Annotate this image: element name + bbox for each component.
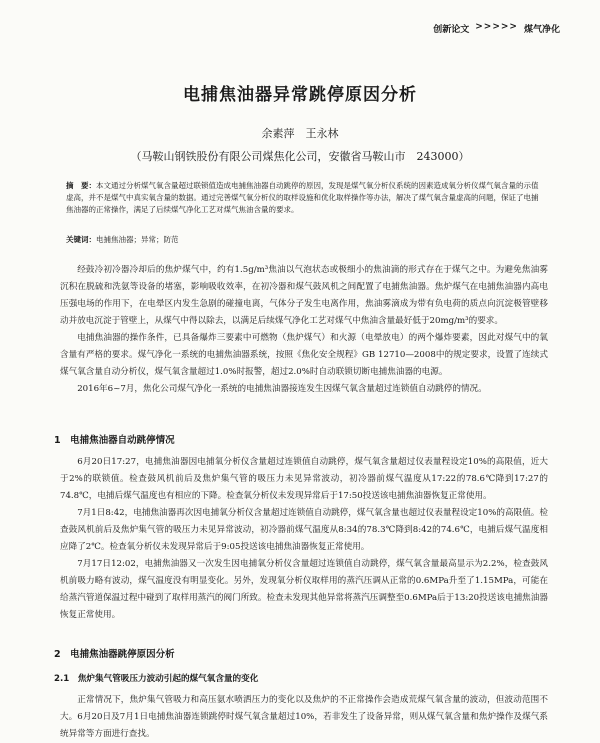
section-1-body [60,454,548,624]
keywords [66,234,544,246]
paper-affiliation: （马鞍山钢铁股份有限公司煤焦化公司，安徽省马鞍山市 243000） [130,150,470,163]
section-2-heading: 2 电捕焦油器跳停原因分析 [54,649,175,660]
header-topic: 煤气净化 [523,25,560,35]
section-2-1-paragraph: 正常情况下，焦炉集气管吸力和高压氨水喷洒压力的变化以及焦炉的不正常操作会造成荒煤气氧含量的波动，但波动范围不大。6月20日及7月1日电捕焦油器连锁跳停时煤气氧含量超过10%，若非发生了设备异常，则从煤气氧含量和焦炉操作及煤气系统异常等方面进行查找。 [60,695,548,739]
header-arrows: >>>>> [475,22,518,32]
section-2-1-body [60,692,548,739]
keywords-label: 关键词： [66,235,96,244]
paper-title: 电捕焦油器异常跳停原因分析 [183,85,417,105]
abstract-label: 摘 要： [66,181,96,190]
paper-authors: 余素萍 王永林 [261,127,339,140]
intro-paragraph: 经鼓冷初冷器冷却后的焦炉煤气中，约有1.5g/m³焦油以气泡状态或极细小的焦油滴的形式存在于煤气之中。为避免焦油雾沉积在脱硫和洗氨等设备的堵塞，影响吸收效率，在初冷器和煤气鼓风机之间配置了电捕焦油器。焦炉煤气在电捕焦油器内高电压强电场的作用下，在电晕区内发生急剧的碰撞电离，气体分子发生电离作用，焦油雾滴成为带有负电荷的质点向沉淀极管壁移动并放电沉淀于管壁上，从煤气中得以除去，以满足后续煤气净化工艺对煤气中焦油含量最好低于20mg/m³的要求。 [60,265,548,326]
section-1-heading: 1 电捕焦油器自动跳停情况 [54,435,175,446]
section-1-paragraph: 7月1日8:42，电捕焦油器再次因电捕氧分析仪含量超过连锁值自动跳停，煤气氧含量也超过仪表量程设定10%的高限值。检查鼓风机前后及焦炉集气管的吸压力未见异常波动，初冷器前煤气温度从8:34的78.3℃降到8:42的74.6℃，电捕后煤气温度相应降了2℃。检查氧分析仪未发现异常后于9:05投送该电捕焦油器恢复正常使用。 [60,508,548,552]
intro [60,262,548,398]
keywords-text: 电捕焦油器；异常；防范 [96,235,179,244]
section-2-1-heading: 2.1 焦炉集气管吸压力波动引起的煤气氧含量的变化 [54,674,259,684]
section-1-paragraph: 7月17日12:02，电捕焦油器又一次发生因电捕氧分析仪含量超过连锁值自动跳停，煤气氧含量最高显示为2.2%，检查鼓风机前吸力略有波动，煤气温度没有明显变化。另外，发现氧分析仪取样用的蒸汽压调从正常的0.6MPa升至了1.15MPa，可能在给蒸汽管道保温过程中碰到了取样用蒸汽的阀门所致。检查未发现其他异常将蒸汽压调整至0.6MPa后于13:20投送该电捕焦油器恢复正常使用。 [60,559,548,620]
abstract-text: 本文通过分析煤气氧含量超过联锁值造成电捕焦油器自动跳停的原因，发现是煤气氧分析仪系统的因素造成氧分析仪煤气氧含量的示值虚高，并不是煤气中真实氧含量的数据。通过完善煤气氧分析仪的取样设施和优化取样操作等办法，解决了煤气氧含量虚高的问题，保证了电捕焦油器的正常操作，满足了后续煤气净化工艺对煤气焦油含量的要求。 [66,181,539,214]
abstract [66,180,544,216]
intro-paragraph: 2016年6~7月，焦化公司煤气净化一系统的电捕焦油器接连发生因煤气氧含量超过连锁值自动跳停的情况。 [77,384,487,394]
journal-header [433,22,560,35]
intro-paragraph: 电捕焦油器的操作条件，已具备爆炸三要素中可燃物（焦炉煤气）和火源（电晕放电）的两个爆炸要素，因此对煤气中的氧含量有严格的要求。煤气净化一系统的电捕焦油器系统，按照《焦化安全规程》GB 12710—2008中的规定要求，设置了连续式煤气氧含量自动分析仪，煤气氧含量超过1.0%时报警，超过2.0%时自动联锁切断电捕焦油器的电源。 [60,333,548,377]
header-section: 创新论文 [433,25,470,35]
section-1-paragraph: 6月20日17:27，电捕焦油器因电捕氧分析仪含量超过连锁值自动跳停，煤气氧含量超过仪表量程设定10%的高限值，近大于2%的联锁值。检查鼓风机前后及焦炉集气管的吸压力未见异常波动，初冷器前煤气温度从17:22的78.6℃降到17:27的74.8℃，电捕后煤气温度也有相应的下降。检查氧分析仪未发现异常后于17:50投送该电捕焦油器恢复正常使用。 [60,457,548,501]
